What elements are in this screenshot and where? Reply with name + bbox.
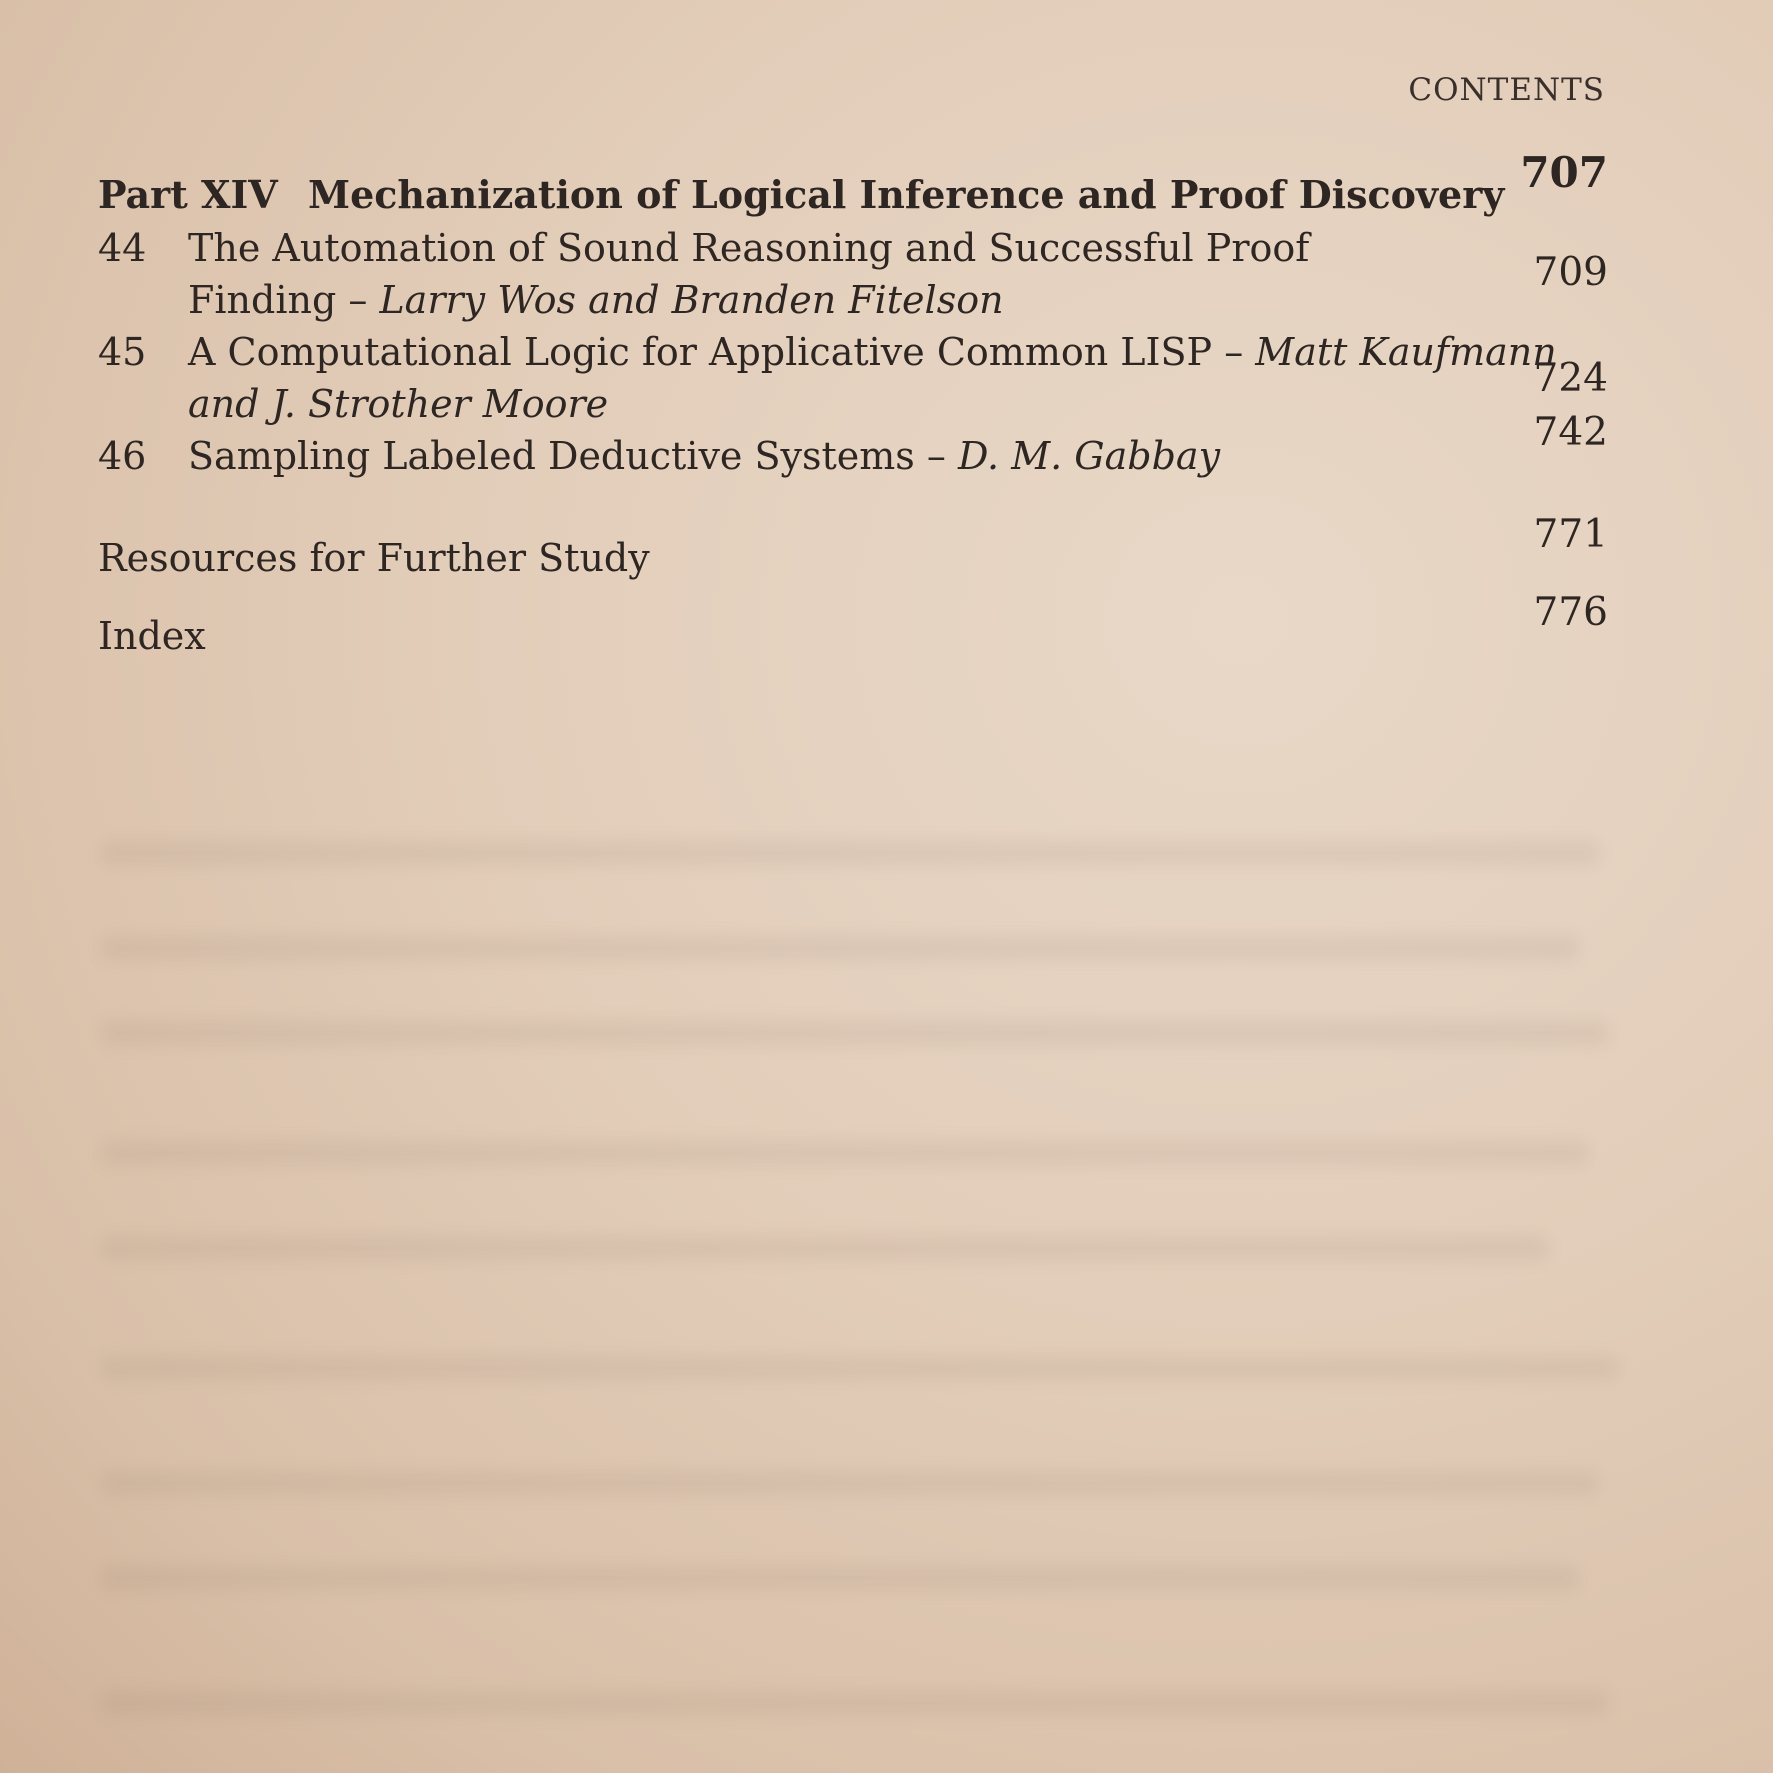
chapter-page-number: 742 <box>1533 410 1608 455</box>
chapter-number: 46 <box>98 434 147 478</box>
show-through-line <box>100 1690 1610 1716</box>
chapter-author-continuation: and J. Strother Moore <box>188 382 609 426</box>
back-matter-page-number: 771 <box>1533 512 1608 557</box>
chapter-title: A Computational Logic for Applicative Common LISP – <box>188 330 1256 374</box>
show-through-line <box>100 1140 1590 1166</box>
show-through-line <box>100 1355 1620 1381</box>
part-label: Part XIV <box>98 172 278 217</box>
chapter-author: Matt Kaufmann <box>1255 330 1557 374</box>
show-through-line <box>100 1470 1600 1496</box>
chapter-author: D. M. Gabbay <box>957 434 1221 478</box>
chapter-page-number: 709 <box>1533 250 1608 295</box>
back-matter-resources: Resources for Further Study <box>98 536 650 580</box>
back-matter-page-number: 776 <box>1533 590 1608 635</box>
show-through-line <box>100 1020 1610 1046</box>
part-heading <box>98 172 1504 217</box>
back-matter-index: Index <box>98 614 206 658</box>
chapter-title: Sampling Labeled Deductive Systems – <box>188 434 958 478</box>
chapter-number: 45 <box>98 330 147 374</box>
chapter-entry-44 <box>98 226 1309 270</box>
chapter-author: Larry Wos and Branden Fitelson <box>379 278 1004 322</box>
chapter-number: 44 <box>98 226 147 270</box>
chapter-title: The Automation of Sound Reasoning and Successful Proof <box>188 226 1310 270</box>
chapter-entry-46 <box>98 434 1220 478</box>
chapter-page-number: 724 <box>1533 356 1608 401</box>
show-through-line <box>100 1565 1580 1591</box>
part-title: Mechanization of Logical Inference and Proof Discovery <box>308 172 1505 217</box>
running-head: CONTENTS <box>1408 72 1605 108</box>
chapter-title: Finding – <box>188 278 380 322</box>
show-through-line <box>100 935 1580 961</box>
chapter-title-continuation <box>188 278 1004 322</box>
show-through-line <box>100 840 1600 866</box>
part-page-number: 707 <box>1520 148 1608 197</box>
chapter-entry-45 <box>98 330 1557 374</box>
show-through-line <box>100 1235 1550 1261</box>
